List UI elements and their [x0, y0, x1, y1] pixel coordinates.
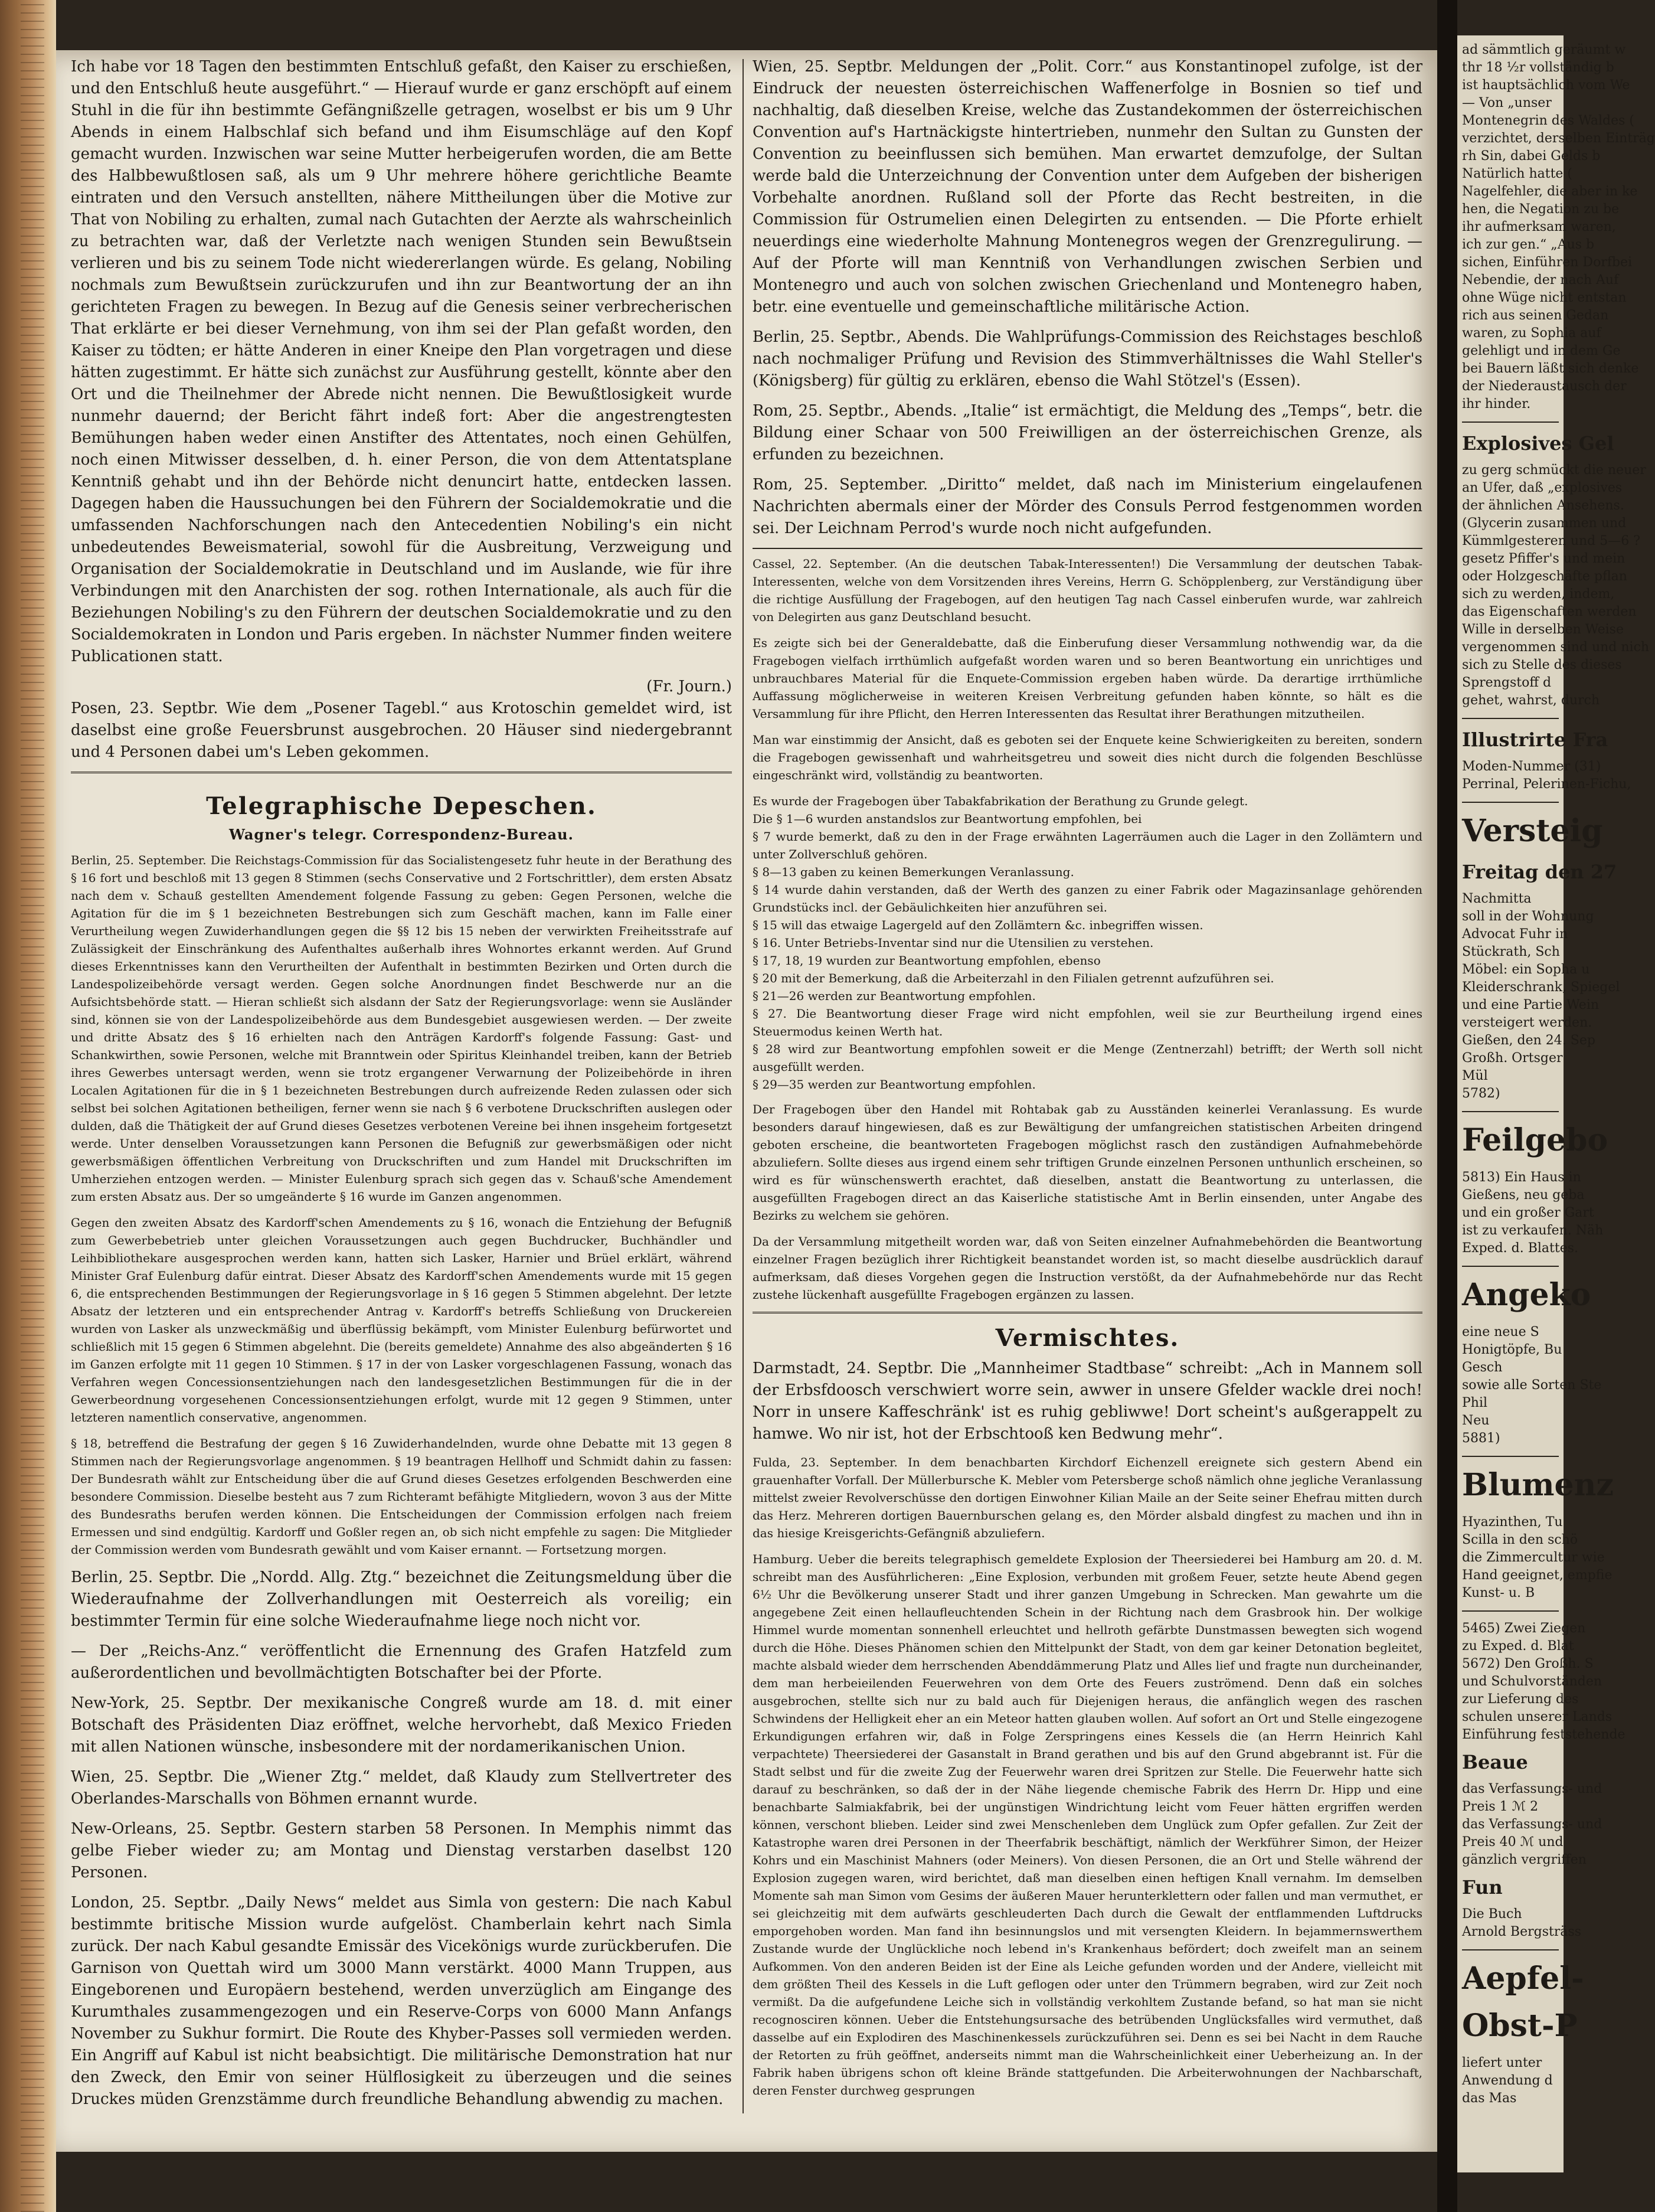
- text-line: Die Buch: [1462, 1907, 1522, 1922]
- text-line: das Verfassungs- und: [1462, 1817, 1602, 1832]
- berlin-election-news: Berlin, 25. Septbr., Abends. Die Wahlprüfungs-Commission des Reichstages beschloß nach nochmaliger Prüfung und Revision des Stimmverhältnisses die Wahl Steller's (Königsberg) für gültig zu erklären, ebenso die Wahl Stötzel's (Essen).: [753, 328, 1422, 390]
- text-line: Sprengstoff d: [1462, 675, 1552, 690]
- text-block: [1462, 1324, 1602, 1430]
- heading-flowers: Blumenz: [1462, 1467, 1614, 1503]
- heading-illustrated: Illustrirte Fra: [1462, 728, 1608, 751]
- rom-news-1: Rom, 25. Septbr., Abends. „Italie“ ist ermächtigt, die Meldung des „Temps“, betr. die Bildung einer Schaar von 500 Freiwilligen an der österreichischen Grenze, als erfunden zu bezeichnen.: [753, 402, 1422, 463]
- text-line: gänzlich vergriffen: [1462, 1852, 1587, 1867]
- berlin-socialist-law: Berlin, 25. September. Die Reichstags-Commission für das Socialistengesetz fuhr heute in der Berathung des § 16 fort und beschloß mit 13 gegen 8 Stimmen (sechs Conservative und 2 Fortschrittler), dem ersten Absatz nach dem v. Schauß gestellten Amendement folgende Fassung zu geben: Gegen Personen, welche die Agitation für die im § 1 bezeichneten Bestrebungen sich zum Geschäft machen, kann im Falle einer Verurtheilung wegen Zuwiderhandlungen gegen die §§ 12 bis 15 neben der verwirkten Freiheitsstrafe auf Zulässigkeit der Einschränkung des Aufenthaltes außerhalb ihres Wohnortes erkannt werden. Auf Grund dieses Erkenntnisses kann den Verurtheilten der Aufenthalt in bestimmten Bezirken und Orten durch die Landespolizeibehörde versagt werden. Gegen solche Anordnungen findet Beschwerde nur an die Aufsichtsbehörde statt. — Hieran schließt sich alsdann der Satz der Regierungsvorlage: wenn sie Ausländer sind, können sie von der Landespolizeibehörde aus dem Bundesgebiet ausgewiesen werden. — Der zweite und dritte Absatz des § 16 erhielten nach den Anträgen Kardorff's folgende Fassung: Gast- und Schankwirthen, sowie Personen, welche mit Branntwein oder Spiritus Kleinhandel treiben, kann der Betrieb ihres Gewerbes untersagt werden, wenn sie trotz ergangener Verwarnung der Polizeibehörde in ihren Localen Agitationen für die in § 1 bezeichneten Bestrebungen durch aufreizende Reden zulassen oder sich selbst bei solchen Agitationen betheiligen, ferner wenn sie nach § 6 verbotene Druckschriften auslegen oder dulden, daß die Thätigkeit der auf Grund dieses Gesetzes verbotenen Vereine bei ihnen insgeheim fortgesetzt werde. Unter denselben Voraussetzungen kann Personen die Befugniß zur gewerbsmäßigen oder nicht gewerbsmäßigen öffentlichen Verbreitung von Druckschriften und zum Handel mit Druckschriften im Umherziehen entzogen werden. — Minister Eulenburg sprach sich gegen das v. Schauß'sche Amendement zum ersten Absatz aus. Der so umgeänderte § 16 wurde im Ganzen angenommen.: [71, 853, 732, 1204]
- list-item: § 7 wurde bemerkt, daß zu den in der Frage erwähnten Lagerräumen auch die Lager in den Zollämtern und unter Zollverschluß gehören.: [753, 829, 1422, 861]
- london-news: London, 25. Septbr. „Daily News“ meldet aus Simla von gestern: Die nach Kabul bestimmte britische Mission wurde aufgelöst. Chamberlain kehrt nach Simla zurück. Der nach Kabul gesandte Emissär des Vicekönigs wurde zurückberufen. Die Garnison von Quettah wird um 3000 Mann verstärkt. 4000 Mann Truppen, aus Eingeborenen und Europäern bestehend, werden unverzüglich am Eingange des Kurumthales zusammengezogen und ein Reserve-Corps von 6000 Mann Anfangs November zu Sukhur formirt. Die Route des Khyber-Passes soll vermieden werden. Ein Angriff auf Kabul ist nicht beabsichtigt. Die militärische Demonstration hat nur den Zweck, den Emir von seiner Hülflosigkeit zu überzeugen und die seines Druckes müden Grenzstämme durch freundliche Behandlung abwendig zu machen.: [71, 1894, 732, 2108]
- text-line: Einführung feststehende: [1462, 1727, 1625, 1742]
- text-block: [1462, 1620, 1625, 1744]
- text-line: 5672) Den Großh. S: [1462, 1656, 1594, 1671]
- section-title-miscellaneous: Vermischtes.: [995, 1324, 1180, 1352]
- text-line: Nagelfehler, die aber in ke: [1462, 184, 1638, 199]
- list-item: § 15 will das etwaige Lagergeld auf den Zollämtern &c. inbegriffen wissen.: [753, 918, 1203, 932]
- list-item: § 27. Die Beantwortung dieser Frage wird nicht empfohlen, weil sie zur Beurtheilung irgend eines Steuermodus keinen Werth hat.: [753, 1007, 1422, 1038]
- book-spine: [0, 0, 56, 2212]
- text-line: Scilla in den schö: [1462, 1533, 1578, 1547]
- section-title-telegraphic: Telegraphische Depeschen.: [206, 792, 597, 820]
- text-line: das Mas: [1462, 2091, 1517, 2106]
- source-credit: (Fr. Journ.): [646, 678, 732, 695]
- text-line: bei Bauern läßt sich denke: [1462, 361, 1639, 376]
- left-column: [71, 56, 732, 2119]
- ad-number: 5881): [1462, 1431, 1500, 1446]
- list-item: § 20 mit der Bemerkung, daß die Arbeiterzahl in den Filialen getrennt aufzuführen sei.: [753, 971, 1274, 985]
- text-line: an Ufer, daß „explosives: [1462, 481, 1623, 495]
- heading-fun: Fun: [1462, 1876, 1503, 1899]
- text-line: sowie alle Sorten Ste: [1462, 1378, 1602, 1393]
- list-item: Die § 1—6 wurden anstandslos zur Beantwortung empfohlen, bei: [753, 812, 1142, 826]
- text-line: ad sämmtlich geräumt w: [1462, 43, 1626, 57]
- nobiling-report: Ich habe vor 18 Tagen den bestimmten Entschluß gefaßt, den Kaiser zu erschießen, und den Entschluß heute ausgeführt.“ — Hierauf wurde er ganz erschöpft auf einem Stuhl in die für ihn bestimmte Gefängnißzelle getragen, woselbst er bis um 9 Uhr Abends in einem Halbschlaf sich befand und ihm Eisumschläge auf den Kopf gemacht wurden. Inzwischen war seine Mutter herbeigerufen worden, die am Bette des Halbbewußtlosen saß, als um 9 Uhr mehrere höhere gerichtliche Beamte eintraten und den Versuch anstellten, nähere Mittheilungen über die Motive zur That von Nobiling zu erhalten, zumal nach Gutachten der Aerzte als wahrscheinlich zu betrachten war, daß der Verletzte nach wenigen Stunden sein Bewußtsein verlieren und bis zu seinem Tode nicht wiedererlangen würde. Es gelang, Nobiling nochmals zum Bewußtsein zurückzurufen und ihn zur Beantwortung der an ihn gerichteten Fragen zu bewegen. In Bezug auf die Genesis seiner verbrecherischen That erklärte er bei dieser Vernehmung, von ihm sei der Plan gefaßt worden, den Kaiser zu tödten; er hätte Anderen in einer Kneipe den Plan vorgetragen und diese hätten zugestimmt. Er hätte sich zunächst zur Ausführung gestellt, könnte aber den Ort und die Theilnehmer der Abrede nicht nennen. Die Bewußtlosigkeit wurde nunmehr dauernd; der Bericht fährt indeß fort: Aber die angestrengtesten Bemühungen haben weder einen Anstifter des Attentates, noch einen Gehülfen, noch einen Mitwisser desselben, d. h. einer Person, die von dem Attentatsplane Kenntniß gehabt und ihn der Behörde nicht denuncirt hatte, entdecken lassen. Dagegen haben die Haussuchungen bei den Führern der Socialdemokratie und die umfassenden Nachforschungen nach den Antecedentien Nobiling's ein nicht unbedeutendes Beweismaterial, sowohl für die Ausbreitung, Verzweigung und Organisation der Socialdemokratie in Deutschland und im Auslande, wie für ihre Verbindungen mit den Anarchisten der sog. rothen Internationale, als auch für die Beziehungen Nobiling's zu den Führern der deutschen Socialdemokratie und zu den Socialdemokraten in London und Paris ergeben. In nächster Nummer finden weitere Publicationen statt.: [71, 58, 732, 665]
- list-item: § 14 wurde dahin verstanden, daß der Werth des ganzen zu einer Fabrik oder Magazinsanlage gehörenden Grundstücks incl. der Gebäulichkeiten hier anzuführen sei.: [753, 883, 1422, 914]
- newyork-news: New-York, 25. Septbr. Der mexikanische Congreß wurde am 18. d. mit einer Botschaft des Präsidenten Diaz eröffnet, welche hervorhebt, daß Mexico Frieden mit allen Nationen wünsche, insbesondere mit der nordamerikanischen Union.: [71, 1694, 732, 1756]
- text-line: gelehligt und in dem Ge: [1462, 344, 1621, 358]
- rule: [1462, 718, 1559, 719]
- text-line: der ähnlichen Ansehens.: [1462, 498, 1624, 513]
- text-line: Honigtöpfe, Bu: [1462, 1342, 1562, 1357]
- text-line: Natürlich hatte (: [1462, 166, 1573, 181]
- cassel-tobacco-4: Der Fragebogen über den Handel mit Rohtabak gab zu Ausständen keinerlei Veranlassung. Es wurde besonders darauf hingewiesen, daß es zur Bewältigung der umfangreichen statistischen Arbeiten dringend geboten erscheine, die beantworteten Fragebogen möglichst rasch den zuständigen Aufnahmebehörde abzuliefern. Sollte dieses aus irgend einem sehr triftigen Grunde einzelnen Personen unthunlich erscheinen, so wird es für wünschenswerth erachtet, daß dieselben, anstatt die Beantwortung zu unterlassen, die ausgefüllten Fragebogen direct an das Kaiserliche statistische Amt in Berlin einsenden, unter Angabe des Bezirks zu welchem sie gehören.: [753, 1102, 1422, 1223]
- wien-news-1: Wien, 25. Septbr. Die „Wiener Ztg.“ meldet, daß Klaudy zum Stellvertreter des Oberlandes-Marschalls von Böhmen ernannt wurde.: [71, 1768, 732, 1808]
- rule: [1462, 1949, 1559, 1950]
- text-line: Advocat Fuhr in: [1462, 927, 1568, 942]
- text-line: das Verfassungs- und: [1462, 1782, 1602, 1796]
- text-line: Kleiderschrank, Spiegel: [1462, 980, 1620, 995]
- text-line: ihr hinder.: [1462, 397, 1531, 411]
- rule: [1462, 1456, 1559, 1457]
- text-line: eine neue S: [1462, 1325, 1539, 1339]
- cassel-tobacco-3: Man war einstimmig der Ansicht, daß es geboten sei der Enquete keine Schwierigkeiten zu bereiten, sondern die Fragebogen gewissenhaft und wahrheitsgetreu und soweit dies nicht durch die folgenden Beschlüsse eingeschränkt wird, vollständig zu beantworten.: [753, 733, 1422, 782]
- text-line: ohne Wüge nicht entstan: [1462, 290, 1627, 305]
- text-line: Hyazinthen, Tu: [1462, 1515, 1563, 1530]
- list-item: § 21—26 werden zur Beantwortung empfohlen.: [753, 989, 1036, 1003]
- adjacent-page-content: [1457, 35, 1655, 2113]
- fulda-news: Fulda, 23. September. In dem benachbarten Kirchdorf Eichenzell ereignete sich gestern Abend ein grauenhafter Vorfall. Der Müllerbursche K. Mebler vom Petersberge schoß nämlich ohne jegliche Veranlassung mittelst zweier Revolverschüsse den dortigen Einwohner Kilian Maile an der Seite seiner Ehefrau mitten durch das Herz. Mehreren dortigen Bauernburschen gelang es, den Mörder alsbald dingfest zu machen und ihn in das hiesige Kreisgerichts-Gefängniß abzuliefern.: [753, 1455, 1422, 1540]
- text-line: Nebendie, der nach Auf: [1462, 273, 1619, 287]
- text-line: Wille in derselben Weise: [1462, 622, 1624, 637]
- heading-fruit: Obst-P: [1462, 2008, 1578, 2044]
- section-subtitle-bureau: Wagner's telegr. Correspondenz-Bureau.: [229, 826, 574, 843]
- text-line: zu gerg schmückt die neuer: [1462, 463, 1646, 478]
- text-line: Nachmitta: [1462, 891, 1532, 906]
- cassel-tobacco: Cassel, 22. September. (An die deutschen Tabak-Interessenten!) Die Versammlung der deutschen Tabak-Interessenten, welche von dem Vorsitzenden ihres Vereins, Herrn G. Schöpplenberg, zur Verständigung über die richtige Ausfüllung der Fragebogen, auf den heutigen Tag nach Cassel einberufen wurde, war zahlreich von Delegirten aus ganz Deutschland besucht.: [753, 557, 1422, 624]
- rom-news-2: Rom, 25. September. „Diritto“ meldet, daß nach im Ministerium eingelaufenen Nachrichten abermals einer der Mörder des Consuls Perrod festgenommen worden sei. Der Leichnam Perrod's wurde noch nicht aufgefunden.: [753, 476, 1422, 537]
- text-line: sich zu werden, indem,: [1462, 587, 1615, 602]
- text-line: ich zur gen.“ „Aus b: [1462, 237, 1595, 252]
- heading-arrived: Angeko: [1462, 1277, 1591, 1313]
- text-line: gesetz Pfiffer's und mein: [1462, 551, 1625, 566]
- text-line: ihr aufmerksam waren,: [1462, 220, 1616, 234]
- text-block: [1462, 1780, 1602, 1869]
- text-line: und ein großer Gart: [1462, 1205, 1594, 1220]
- text-line: Gesch: [1462, 1360, 1503, 1375]
- wien-news-2: Wien, 25. Septbr. Meldungen der „Polit. Corr.“ aus Konstantinopel zufolge, ist der Eindruck der neuesten österreichischen Waffenerfolge in Bosnien so tief und nachhaltig, daß dieselben Kreise, welche das Zustandekommen der österreichischen Convention auf's Hartnäckigste hintertrieben, nunmehr den Sultan zu Gunsten der Convention zu beeinflussen sich bemühen. Man erwartet demzufolge, der Sultan werde bald die Unterzeichnung der Convention unter dem Aufgeben der bisherigen Vorbehalte anordnen. Rußland soll der Pforte das Recht bestreiten, in die Commission für Ostrumelien einen Delegirten zu entsenden. — Die Pforte erhielt neuerdings eine wiederholte Mahnung Montenegros wegen der Grenzregulirung. — Auf der Pforte will man Kenntniß von Verhandlungen zwischen Serbien und Montenegro und auch von solchen zwischen Griechenland und Montenegro haben, betr. eine eventuelle und gemeinschaftliche militärische Action.: [753, 58, 1422, 316]
- rule: [1462, 802, 1559, 803]
- spine-edge: [21, 0, 44, 2212]
- section-rule-2: [753, 548, 1422, 549]
- hamburg-explosion: Hamburg. Ueber die bereits telegraphisch gemeldete Explosion der Theersiederei bei Hamburg am 20. d. M. schreibt man des Ausführlicheren: „Eine Explosion, verbunden mit großem Feuer, setzte heute Abend gegen 6½ Uhr die Bevölkerung unserer Stadt und ihrer ganzen Umgebung in Schrecken. Man gewahrte um die angegebene Zeit einen hellaufleuchtenden Schein in der Richtung nach dem Grasbrook hin. Der wolkige Himmel wurde momentan sonnenhell erleuchtet und hellroth gefärbte Dunstmassen bewegten sich wogend durch die Höhe. Dieses Phänomen schien den Mittelpunkt der Stadt, von dem gar keiner Detonation begleitet, machte alsbald wieder dem herrschenden Abenddämmerung Platz und Alles lief und fragte nun durcheinander, dem man herbeieilenden Feuerwehren von dem Orte des Feuers zuströmend. Denn daß ein solches ausgebrochen, stellte sich nur zu bald auch für Diejenigen heraus, die anfänglich wegen des raschen Schwindens der Helligkeit eher an ein Meteor hatten glauben wollen. Auf sofort an Ort und Stelle eingezogene Erkundigungen erfahren wir, daß in Folge Zerspringens eines Kessels die (an Herrn Heinrich Kahl verpachtete) Theersiederei der Gasanstalt in Brand gerathen und bis auf den Grund abgebrannt ist. Für die Stadt selbst und für die zweite Zug der Feuerwehr waren drei Spritzen zur Stelle. Die Feuerwehr hatte sich darauf zu beschränken, so daß der in der Nähe liegende chemische Fabrik des Herrn Dr. Hipp und eine benachbarte Salmiakfabrik, bei der ungünstigen Windrichtung leicht vom Feuer hätten ergriffen werden können, verschont blieben. Leider sind zwei Menschenleben dem Unglück zum Opfer gefallen. Zur Zeit der Katastrophe waren drei Personen in der Theerfabrik beschäftigt, nämlich der Werkführer Simon, der Heizer Kohrs und ein Maschinist Mahners (oder Meiners). Von diesen Personen, die an Ort und Stelle während der Explosion zugegen waren, wird berichtet, daß man dieselben einen heftigen Knall vernahm. Im demselben Momente sah man Simon vom Gesims der äußeren Mauer herunterklettern oder fallen und man vermuthet, er sei gleichzeitig mit dem aufwärts geschleuderten Dach durch die Gewalt der entflammenden Luftdrucks emporgehoben worden. Man fand ihn besinnungslos und mit versengten Kleidern. In bejammernswerthem Zustande wurde der Unglückliche noch lebend in's Krankenhaus befördert; doch zweifelt man an seinem Aufkommen. Von den anderen Beiden ist der Eine als Leiche gefunden worden und der Andere, vielleicht mit dem größten Theil des Kessels in die Luft geflogen oder unter den Trümmern begraben, wird zur Zeit noch vermißt. Da die aufgefundene Leiche sich in vollständig verkohltem Zustande befand, so hat man sie nicht recognosciren können. Ueber die Entstehungsursache des betrübenden Unglücksfalles wird vermuthet, daß dasselbe auf ein Explodiren des Maschinenkessels zurückzuführen sei. Denn es sei bei Nacht in dem Rauche der Retorten zu früh geöffnet, anderseits nimmt man die Wahrscheinlichkeit einer Ueberheizung an. In der Fabrik haben übrigens schon oft kleine Brände stattgefunden. Die Arbeiterwohnungen der Nachbarschaft, deren Fenster durchweg gesprungen: [753, 1552, 1422, 2097]
- text-block: [1462, 462, 1650, 710]
- text-line: der Niederaustausch der: [1462, 379, 1627, 394]
- text-line: vergenommen sind und nich: [1462, 640, 1650, 655]
- berlin-socialist-law-3: § 18, betreffend die Bestrafung der gegen § 16 Zuwiderhandelnden, wurde ohne Debatte mit 13 gegen 8 Stimmen nach der Regierungsvorlage angenommen. § 19 beantragen Hellhoff und Schmidt dahin zu fassen: Der Bundesrath wählt zur Entscheidung über die auf Grund dieses Gesetzes erfolgenden Beschwerden eine besondere Commission. Dieselbe besteht aus 7 zum Richteramt befähigte Mitgliedern, wovon 3 aus der Mitte des Bundesraths berufen werden können. Die Entscheidungen der Commission erfolgen nach freiem Ermessen und sind endgültig. Kardorff und Goßler regen an, ob sich nicht empfehle zu sagen: Die Mitglieder der Commission werden vom Bundesrath gewählt und vom Kaiser ernannt. — Fortsetzung morgen.: [71, 1436, 732, 1557]
- text-line: liefert unter: [1462, 2056, 1542, 2070]
- ad-number: 5782): [1462, 1086, 1500, 1101]
- text-line: sich zu Stelle des dieses: [1462, 658, 1622, 672]
- text-line: (Glycerin zusammen und: [1462, 516, 1627, 531]
- heading-explosives: Explosives Gel: [1462, 432, 1614, 455]
- list-item: Es wurde der Fragebogen über Tabakfabrikation der Berathung zu Grunde gelegt.: [753, 794, 1248, 808]
- text-line: und eine Partie Wein: [1462, 998, 1600, 1012]
- text-line: zur Lieferung des: [1462, 1692, 1579, 1707]
- text-line: verzichtet, derselben Einträg: [1462, 131, 1655, 146]
- text-block: [1462, 1514, 1613, 1602]
- text-line: Montenegrin des Waldes (: [1462, 113, 1634, 128]
- heading-apple: Aepfel-: [1462, 1961, 1584, 1997]
- text-line: rich aus seinen Gedan: [1462, 308, 1609, 323]
- text-line: versteigert werden.: [1462, 1015, 1592, 1030]
- text-block: [1462, 890, 1620, 1085]
- list-item: § 8—13 gaben zu keinen Bemerkungen Veranlassung.: [753, 865, 1074, 879]
- text-line: Exped. d. Blattes.: [1462, 1241, 1579, 1256]
- text-line: ist zu verkaufen. Näh: [1462, 1223, 1604, 1238]
- text-line: 5465) Zwei Ziegen: [1462, 1621, 1586, 1636]
- text-line: schulen unserer Lands: [1462, 1710, 1613, 1724]
- text-line: Kümmlgesteren und 5—6 ?: [1462, 534, 1641, 548]
- posen-news: Posen, 23. Septbr. Wie dem „Posener Tagebl.“ aus Krotoschin gemeldet wird, ist daselbst eine große Feuersbrunst ausgebrochen. 20 Häuser sind niedergebrannt und 4 Personen dabei um's Leben gekommen.: [71, 700, 732, 761]
- reichsanz-news: — Der „Reichs-Anz.“ veröffentlicht die Ernennung des Grafen Hatzfeld zum außerordentlichen und bevollmächtigten Botschafter bei der Pforte.: [71, 1642, 732, 1682]
- text-line: Großh. Ortsger: [1462, 1051, 1563, 1066]
- text-line: und Schulvorständen: [1462, 1674, 1602, 1689]
- text-line: Phil: [1462, 1396, 1488, 1410]
- text-line: hen, die Negation zu be: [1462, 202, 1620, 217]
- book-gutter: [1437, 0, 1457, 2212]
- berlin-socialist-law-2: Gegen den zweiten Absatz des Kardorff'schen Amendements zu § 16, wonach die Entziehung der Befugniß zum Gewerbebetrieb unter gleichen Voraussetzungen auch gegen Buchdrucker, Buchhändler und Leihbibliothekare ausgesprochen werden kann, hatten sich Lasker, Harnier und Brüel erklärt, während Minister Graf Eulenburg dafür eintrat. Dieser Absatz des Kardorff'schen Amendements wurde mit 15 gegen 6, die entsprechenden Bestimmungen der Regierungsvorlage in § 16 gegen 5 Stimmen abgelehnt. Der letzte Absatz der letzteren und ein entsprechender Antrag v. Kardorff's betreffs Schließung von Druckereien wurden von Lasker als unzweckmäßig und überflüssig bekämpft, vom Minister Eulenburg befürwortet und schließlich mit 15 gegen 6 Stimmen abgelehnt. Die (bereits gemeldete) Annahme des also abgeänderten § 16 im Ganzen erfolgte mit 11 gegen 10 Stimmen. § 17 in der von Lasker vorgeschlagenen Fassung, wonach das Verfahren wegen Concessionsentziehungen nach den landesgesetzlichen Bestimmungen für die in der Gewerbeordnung vorgesehenen Concessionsentziehungen erfolgt, wurde mit 12 gegen 9 Stimmen, unter letzteren namentlich conservative, angenommen.: [71, 1216, 732, 1424]
- text-line: die Zimmercultur wie: [1462, 1550, 1605, 1565]
- heading-beaue: Beaue: [1462, 1751, 1528, 1773]
- text-line: Perrinal, Pelerinen-Fichu,: [1462, 777, 1631, 792]
- darmstadt-news: Darmstadt, 24. Septbr. Die „Mannheimer Stadtbase“ schreibt: „Ach in Mannem soll der Erbsfdoosch verschwiert worre sein, awwer in unsere Gfelder wackle drei noch! Norr in unsere Kaffeschränk' ist es ruhig gebliwwe! Dort scheint's außgerappelt zu hamwe. Wo nir ist, hot der Erbschtooß ken Bedwung mehr“.: [753, 1360, 1422, 1443]
- adjacent-page: [1457, 35, 1655, 2172]
- berlin-customs: Berlin, 25. Septbr. Die „Nordd. Allg. Ztg.“ bezeichnet die Zeitungsmeldung über die Wiederaufnahme der Zollverhandlungen mit Oesterreich als voreilig; ein bestimmter Termin für eine solche Wiederaufnahme liege noch nicht vor.: [71, 1569, 732, 1630]
- section-rule: [71, 772, 732, 773]
- right-column: [753, 56, 1422, 2108]
- text-line: das Eigenschaften werden: [1462, 605, 1637, 619]
- list-item: § 29—35 werden zur Beantwortung empfohlen.: [753, 1077, 1036, 1092]
- text-line: Preis 40 ℳ und: [1462, 1835, 1564, 1850]
- rule: [1462, 1111, 1559, 1112]
- text-block: [1462, 41, 1655, 413]
- auction-date: Freitag den 27: [1462, 861, 1617, 883]
- text-line: zu Exped. d. Blat: [1462, 1639, 1574, 1654]
- text-line: thr 18 ½r vollständig b: [1462, 60, 1614, 75]
- heading-for-sale: Feilgebo: [1462, 1122, 1608, 1158]
- text-line: Mül: [1462, 1069, 1488, 1083]
- heading-auction: Versteig: [1462, 813, 1603, 849]
- text-line: Gießens, neu geba: [1462, 1188, 1585, 1203]
- text-line: soll in der Wohnung: [1462, 909, 1594, 924]
- text-line: Arnold Bergsträss: [1462, 1925, 1582, 1939]
- rule: [1462, 1266, 1559, 1267]
- list-item: § 17, 18, 19 wurden zur Beantwortung empfohlen, ebenso: [753, 953, 1101, 968]
- text-line: Moden-Nummer (31): [1462, 759, 1601, 774]
- text-line: Hand geeignet, empfie: [1462, 1568, 1613, 1583]
- text-line: Preis 1 ℳ 2: [1462, 1799, 1539, 1814]
- text-line: oder Holzgeschäfte pflan: [1462, 569, 1627, 584]
- cassel-tobacco-5: Da der Versammlung mitgetheilt worden war, daß von Seiten einzelner Aufnahmebehörden die Beantwortung einzelner Fragen bezüglich ihrer Richtigkeit beanstandet worden ist, so macht dieselbe ausdrücklich darauf aufmerksam, daß dieses Vorgehen gegen die Instruction verstößt, da der Aufnahmebehörde nur das Recht zustehe lückenhaft ausgefüllte Fragebogen ergänzen zu lassen.: [753, 1234, 1422, 1302]
- text-line: Neu: [1462, 1413, 1490, 1428]
- text-line: Kunst- u. B: [1462, 1586, 1535, 1600]
- text-line: 5813) Ein Haus in: [1462, 1170, 1581, 1185]
- text-line: Anwendung d: [1462, 2073, 1553, 2088]
- rule: [1462, 1610, 1559, 1612]
- text-line: waren, zu Sophia auf: [1462, 326, 1601, 341]
- text-line: — Von „unser: [1462, 96, 1552, 110]
- list-item: § 28 wird zur Beantwortung empfohlen soweit er die Menge (Zentnerzahl) betrifft; der Werth soll nicht ausgefüllt werden.: [753, 1042, 1422, 1074]
- text-line: Möbel: ein Sopha u: [1462, 962, 1590, 977]
- text-block: [1462, 1169, 1604, 1257]
- rule: [1462, 422, 1559, 423]
- neworleans-news: New-Orleans, 25. Septbr. Gestern starben 58 Personen. In Memphis nimmt das gelbe Fieber wieder zu; am Montag und Dienstag verstarben daselbst 120 Personen.: [71, 1820, 732, 1881]
- cassel-items-list: [753, 792, 1422, 1093]
- list-item: § 16. Unter Betriebs-Inventar sind nur die Utensilien zu verstehen.: [753, 936, 1154, 950]
- text-line: ist hauptsächlich vom We: [1462, 78, 1630, 93]
- section-rule-3: [753, 1312, 1422, 1314]
- text-line: sichen, Einführen Dorfbei: [1462, 255, 1633, 270]
- cassel-tobacco-2: Es zeigte sich bei der Generaldebatte, daß die Einberufung dieser Versammlung nothwendig war, da die Fragebogen vielfach irrthümlich aufgefaßt worden waren und so beren Beantwortung ein unrichtiges und unbrauchbares Material für die Enquete-Commission ergeben haben würde. Da derartige irrthümliche Auffassung möglicherweise in weiteren Kreisen Verbreitung gefunden haben könnte, so hält es die Versammlung für ihre Pflicht, den Herren Interessenten das Resultat ihrer Berathungen mitzutheilen.: [753, 636, 1422, 721]
- text-line: rh Sin, dabei Gelds b: [1462, 149, 1601, 164]
- text-line: gehet, wahrst, durch: [1462, 693, 1600, 708]
- column-divider: [743, 59, 744, 2113]
- text-line: Stückrath, Sch: [1462, 945, 1560, 959]
- text-line: Gießen, den 24. Sep: [1462, 1033, 1595, 1048]
